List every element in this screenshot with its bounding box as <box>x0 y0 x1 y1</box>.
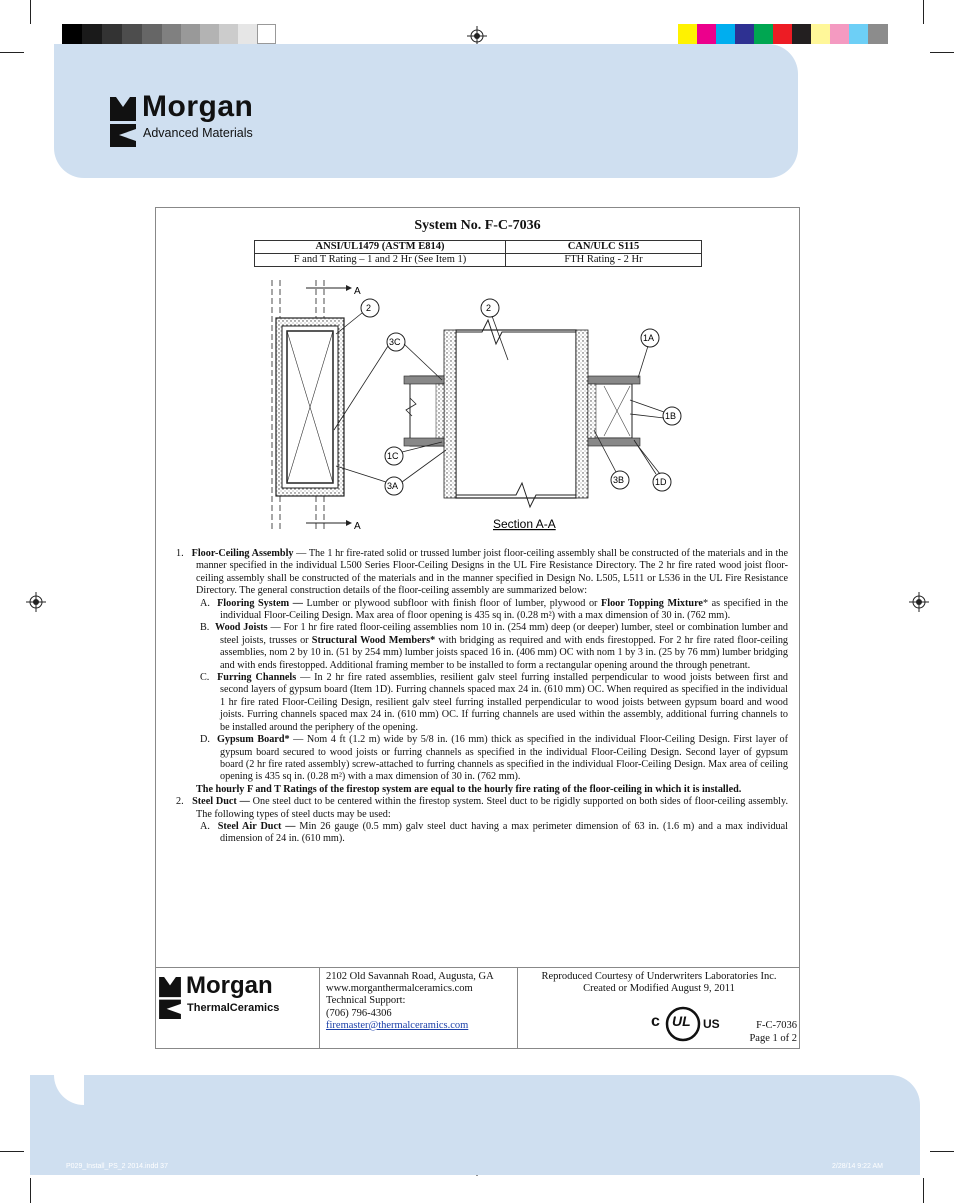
item-text: Lumber or plywood subfloor with finish floor of lumber, plywood or <box>302 597 602 609</box>
registration-target-icon <box>909 592 929 612</box>
crop-mark <box>30 1178 31 1203</box>
slug-date: 2/28/14 9:22 AM <box>832 1163 883 1170</box>
crop-mark <box>923 0 924 24</box>
brand-name: Morgan <box>142 90 254 123</box>
brand-subtitle: Advanced Materials <box>143 126 253 140</box>
ul-listing-mark <box>647 1006 727 1042</box>
slug-file-name: P029_Install_PS_2 2014.indd 37 <box>66 1163 168 1170</box>
footer-band-notch <box>30 1075 60 1175</box>
callout-label: 3A <box>387 481 399 491</box>
item-label: A. <box>200 597 210 609</box>
rating-header-ansi: ANSI/UL1479 (ASTM E814) <box>255 241 506 254</box>
callout-label: 3B <box>613 475 625 485</box>
ul-mark-text: UL <box>672 1013 691 1029</box>
footer-modified: Created or Modified August 9, 2011 <box>583 983 735 995</box>
footer-support-label: Technical Support: <box>326 995 406 1007</box>
item-text: * as specified in the individual Floor-Ceiling Design. Max area of floor opening is 435 sq in. (0.28 m²) with a max dimension of 30 in. (762 mm). <box>220 597 788 622</box>
crop-mark <box>930 52 954 53</box>
registration-target-icon <box>467 26 487 46</box>
item-text: — The 1 hr fire-rated solid or trussed lumber joist floor-ceiling assembly shall be constructed of the materials and in the manner specified in the individual L500 Series Floor-Ceiling Designs in the UL Fire Resistance Directory. The 2 hr fire rated wood joist floor-ceiling assembly shall be constructed of the materials and in the manner specified in Design No. L505, L511 or L536 in the UL Fire Resistance Directory. The general construction details of the floor-ceiling assembly are summarized below: <box>196 548 789 597</box>
item-1a <box>176 598 788 623</box>
footer-brand-name: Morgan <box>186 972 273 999</box>
item-label: C. <box>200 672 210 684</box>
ul-c-text: c <box>651 1013 660 1030</box>
item-text: Min 26 gauge (0.5 mm) galv steel duct having a max perimeter dimension of 63 in. (1.6 m) and a max individual dimension of 24 in. (610 mm). <box>220 820 789 845</box>
item-2 <box>176 796 788 821</box>
item-text: with bridging as required and with ends firestopped. For 2 hr fire rated floor-ceiling assemblies, nom 2 by 10 in. (51 by 254 mm) lumber joists spaced 16 in. (406 mm) OC with nom 1 by 3 in. (25 by 76 mm) lumber bridging and with ends firestopped. Additional framing member to be installed to form a rectangular opening around the through penetrant. <box>220 634 789 671</box>
item-title: Furring Channels <box>217 672 297 684</box>
rating-header-can: CAN/ULC S115 <box>506 241 702 254</box>
section-mark-bottom: A <box>354 521 361 532</box>
rating-value-can: FTH Rating - 2 Hr <box>506 254 702 267</box>
footer-page-number: Page 1 of 2 <box>749 1033 797 1044</box>
registration-target-icon <box>26 592 46 612</box>
footer-band <box>30 1075 920 1175</box>
item-title: Steel Duct — <box>192 796 250 808</box>
rating-table <box>254 240 702 267</box>
crop-mark <box>923 1178 924 1203</box>
callout-label: 2 <box>486 303 492 313</box>
item-1c <box>176 672 788 734</box>
item-text: — In 2 hr fire rated assemblies, resilient galv steel furring installed perpendicular to wood joists between first and second layers of gypsum board (Item 1D). Furring channels spaced max 24 in. (610 mm) OC. When required as specified in the individual 1 hr fire rated Floor-Ceiling Design, resilient galv steel furring installed perpendicular to wood joists between gypsum board and wood joists. Furring channels spaced max 24 in. (610 mm) OC. If furring channels are used within the assembly, additional furring channels to be installed around the periphery of the opening. <box>220 672 789 733</box>
crop-mark <box>0 1151 24 1152</box>
rating-note <box>176 784 788 796</box>
item-1b <box>176 622 788 672</box>
item-1d <box>176 734 788 784</box>
morgan-logo-icon <box>159 977 181 1019</box>
firestop-system-document <box>155 207 800 1049</box>
item-title: Steel Air Duct — <box>217 820 296 832</box>
footer-brand-subtitle: ThermalCeramics <box>187 1002 280 1014</box>
footer-address: 2102 Old Savannah Road, Augusta, GA <box>326 971 494 982</box>
item-title: Wood Joists <box>215 622 268 634</box>
item-text: — For 1 hr fire rated floor-ceiling assemblies nom 10 in. (254 mm) deep (or deeper) lumber, steel or combination lumber and steel joists, trusses or <box>220 622 789 646</box>
callout-label: 1C <box>387 451 399 461</box>
item-label: A. <box>200 820 210 832</box>
footer-contact-cell <box>320 968 518 1048</box>
plan-view <box>272 280 361 532</box>
item-bold-term: Structural Wood Members* <box>311 634 436 646</box>
system-title: System No. F-C-7036 <box>414 218 541 233</box>
footer-ul-cell <box>519 968 799 1048</box>
morgan-logo-icon <box>110 97 136 147</box>
item-label: D. <box>200 734 210 746</box>
item-text: — Nom 4 ft (1.2 m) wide by 5/8 in. (16 mm) thick as specified in the individual Floor-Ceiling Design. First layer of gypsum board secured to wood joists or furring channels as specified in the individual Floor-Ceiling Design. Second layer of gypsum board (2 hr fire rated assembly) screw-attached to furring channels as specified in the individual Floor-Ceiling Design. Max area of ceiling opening is 435 sq in. (0.28 m²) with a max dimension of 30 in. (762 mm). <box>220 734 788 783</box>
document-footer <box>156 967 799 1048</box>
footer-system-code: F-C-7036 <box>756 1020 797 1031</box>
callout-label: 1D <box>655 477 667 487</box>
item-1 <box>176 548 788 598</box>
crop-mark <box>0 52 24 53</box>
specification-text <box>176 548 788 846</box>
section-drawing <box>246 280 726 542</box>
item-number: 2. <box>176 796 184 808</box>
ul-us-text: US <box>703 1017 720 1031</box>
item-title: Gypsum Board* <box>216 734 290 746</box>
rating-value-ansi: F and T Rating – 1 and 2 Hr (See Item 1) <box>255 254 506 267</box>
crop-mark <box>930 1151 954 1152</box>
footer-email-link[interactable]: firemaster@thermalceramics.com <box>326 1019 469 1031</box>
footer-logo-cell <box>156 968 320 1048</box>
item-title: Floor-Ceiling Assembly <box>191 548 294 559</box>
callout-label: 2 <box>366 303 372 313</box>
callout-label: 1A <box>643 333 655 343</box>
item-title: Flooring System — <box>217 597 303 609</box>
callout-label: 1B <box>665 411 677 421</box>
item-label: B. <box>200 622 210 634</box>
item-text: One steel duct to be centered within the firestop system. Steel duct to be rigidly supported on both sides of floor-ceiling assembly. The following types of steel ducts may be used: <box>196 796 788 820</box>
item-bold-term: Floor Topping Mixture <box>601 597 703 609</box>
footer-phone: (706) 796-4306 <box>326 1007 392 1019</box>
item-number: 1. <box>176 548 184 559</box>
callout-label: 3C <box>389 337 401 347</box>
brand-logo <box>110 90 300 148</box>
section-mark-top: A <box>354 286 361 297</box>
note-text: The hourly F and T Ratings of the firestop system are equal to the hourly fire rating of the floor-ceiling in which it is installed. <box>196 783 742 795</box>
crop-mark <box>30 0 31 24</box>
footer-courtesy: Reproduced Courtesy of Underwriters Laboratories Inc. <box>541 971 777 982</box>
section-label: Section A-A <box>493 517 556 531</box>
item-2a <box>176 821 788 846</box>
section-view <box>404 320 640 531</box>
footer-website[interactable]: www.morganthermalceramics.com <box>326 983 473 995</box>
